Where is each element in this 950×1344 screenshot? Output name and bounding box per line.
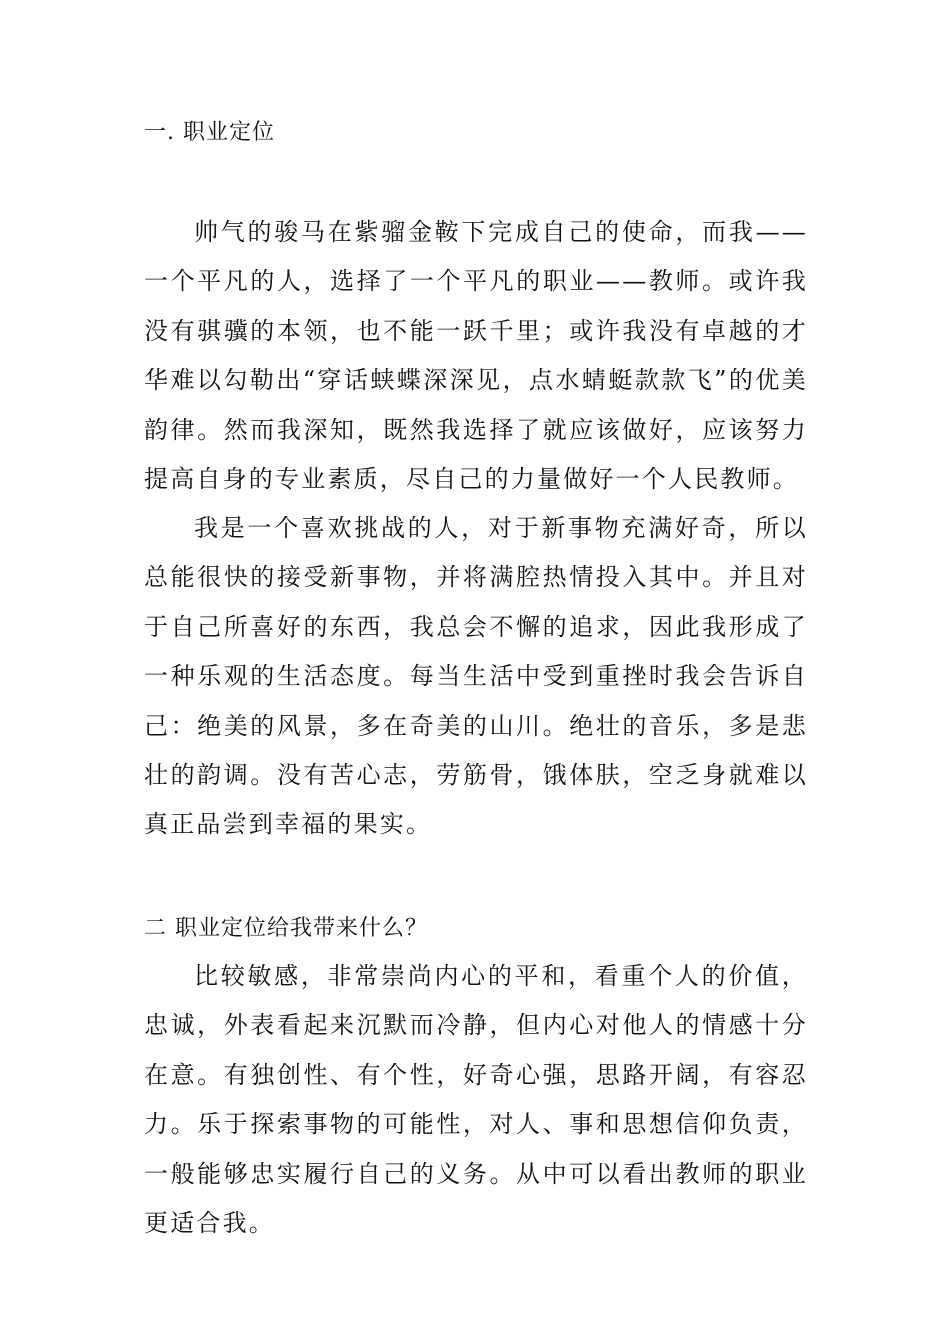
paragraph-career-choice: 帅气的骏马在紫骝金鞍下完成自己的使命，而我——一个平凡的人，选择了一个平凡的职业——教师。或许我没有骐骥的本领，也不能一跃千里；或许我没有卓越的才华难以勾勒出“穿话蛱蝶深深见，点水蜻蜓款款飞”的优美韵律。然而我深知，既然我选择了就应该做好，应该努力提高自身的专业素质，尽自己的力量做好一个人民教师。 <box>144 218 808 494</box>
section-heading-career-positioning: 一. 职业定位 <box>144 120 275 145</box>
paragraph-personality: 我是一个喜欢挑战的人，对于新事物充满好奇，所以总能很快的接受新事物，并将满腔热情投入其中。并且对于自己所喜好的东西，我总会不懈的追求，因此我形成了一种乐观的生活态度。每当生活中受到重挫时我会告诉自己：绝美的风景，多在奇美的山川。绝壮的音乐，多是悲壮的韵调。没有苦心志，劳筋骨，饿体肤，空乏身就难以真正品尝到幸福的果实。 <box>144 514 808 839</box>
section-heading-what-positioning-brings: 二 职业定位给我带来什么？ <box>144 916 428 941</box>
paragraph-traits: 比较敏感，非常崇尚内心的平和，看重个人的价值，忠诚，外表看起来沉默而冷静，但内心对他人的情感十分在意。有独创性、有个性，好奇心强，思路开阔，有容忍力。乐于探索事物的可能性，对人、事和思想信仰负责，一般能够忠实履行自己的义务。从中可以看出教师的职业更适合我。 <box>144 962 808 1238</box>
